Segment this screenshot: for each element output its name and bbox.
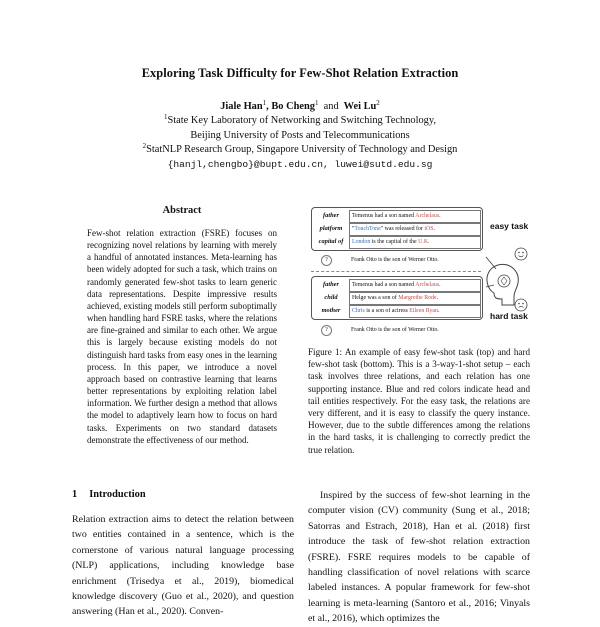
head-entity: Chris bbox=[352, 308, 365, 314]
support-sentence bbox=[349, 305, 481, 318]
affiliation-mark: 1 bbox=[163, 113, 168, 122]
hard-task-support-box bbox=[311, 276, 483, 320]
relation-label: child bbox=[324, 294, 338, 301]
sad-face-icon bbox=[515, 299, 527, 311]
sentence-part: Temenus had a son named bbox=[352, 282, 416, 288]
relation-label: mother bbox=[321, 307, 341, 314]
sentence-part: " bbox=[352, 226, 355, 232]
figure-1 bbox=[308, 207, 530, 340]
question-mark-icon: ? bbox=[321, 325, 332, 336]
head-entity: TouchTone bbox=[354, 226, 381, 232]
question-mark-icon: ? bbox=[321, 255, 332, 266]
section-title: Introduction bbox=[89, 489, 146, 500]
support-sentence bbox=[349, 292, 481, 305]
tail-entity: Eileen Ryan bbox=[409, 308, 438, 314]
support-sentence bbox=[349, 223, 481, 236]
sentence-part: . bbox=[428, 239, 430, 245]
sentence-part: " was released for bbox=[380, 226, 425, 232]
affiliation-line: State Key Laboratory of Networking and Switching Technology, bbox=[167, 115, 436, 127]
hard-task-label: hard task bbox=[490, 311, 528, 321]
relation-label: father bbox=[323, 281, 339, 288]
introduction-text: Relation extraction aims to detect the relation between two entities contained in a sentence, which is the cornerstone of various natural language processing (NLP) applications, including knowledge base enrichment (Trisedya et al., 2019), biomedical knowledge discovery (Guo et al., 2020), and question answering (Han et al., 2020). Conven- bbox=[72, 514, 294, 618]
paper-title: Exploring Task Difficulty for Few-Shot Relation Extraction bbox=[141, 66, 459, 80]
relation-label: capital of bbox=[318, 238, 344, 245]
thinking-head-icon bbox=[487, 264, 518, 305]
author-affiliation-mark: 1 bbox=[262, 99, 267, 107]
introduction-heading bbox=[72, 489, 146, 500]
tail-entity: iOS bbox=[424, 226, 434, 232]
sentence-part: is a son of actress bbox=[364, 308, 410, 314]
affiliation-2 bbox=[0, 143, 600, 157]
sentence-part: . bbox=[439, 213, 441, 219]
affiliation-line: StatNLP Research Group, Singapore University of Technology and Design bbox=[146, 144, 458, 156]
sentence-part: . bbox=[436, 295, 439, 301]
easy-task-support-box bbox=[311, 207, 483, 251]
easy-task-label: easy task bbox=[490, 221, 529, 231]
relation-label: platform bbox=[319, 225, 343, 232]
sentence-part: Helge was a son of bbox=[352, 295, 399, 301]
figure-caption: Figure 1: An example of easy few-shot task (top) and hard few-shot task (bottom). This is a 3-way-1-shot setup – each task involves three relations, and each relation has one supporting instance. Blue and red colors indicate head and tail entities respectively. For the easy task, the relations are very different, and it is easy to classify the query instance. However, due to the subtle differences among the relations in the hard tasks, it is challenging to correctly predict the true relation. bbox=[308, 347, 530, 455]
sentence-part: . bbox=[437, 308, 440, 314]
author-block bbox=[0, 100, 600, 172]
section-number: 1 bbox=[72, 489, 78, 500]
author-emails: {hanjl,chengbo}@bupt.edu.cn, luwei@sutd.edu.sg bbox=[167, 158, 433, 170]
sentence-part: is the capital of the bbox=[370, 239, 419, 245]
author-name: Wei Lu bbox=[343, 101, 377, 112]
easy-query-row bbox=[311, 254, 481, 266]
author-name: Jiale Han bbox=[220, 101, 263, 112]
relation-label: father bbox=[323, 212, 339, 219]
sentence-part: Temenus had a son named bbox=[352, 213, 416, 219]
author-names: Jiale Han$^1$, Bo Cheng$^1$ and Wei Lu$^2$ bbox=[220, 99, 380, 112]
support-sentence bbox=[349, 210, 481, 223]
author-name: Bo Cheng bbox=[271, 101, 315, 112]
sentence-part: . bbox=[439, 282, 441, 288]
sentence-part: . bbox=[433, 226, 436, 232]
abstract-heading: Abstract bbox=[162, 205, 202, 216]
query-sentence: Frank Otto is the son of Werner Otto. bbox=[351, 257, 439, 263]
support-sentence bbox=[349, 236, 481, 249]
tail-entity: U.K bbox=[418, 239, 429, 245]
smile-face-icon bbox=[515, 248, 527, 260]
query-sentence: Frank Otto is the son of Werner Otto. bbox=[351, 327, 439, 333]
tail-entity: Archelaus bbox=[415, 282, 440, 288]
support-sentence bbox=[349, 279, 481, 292]
hard-query-row bbox=[311, 324, 481, 336]
and-word: and bbox=[323, 101, 339, 112]
head-entity: London bbox=[352, 239, 371, 245]
divider bbox=[311, 271, 481, 272]
affiliation-1-line2: Beijing University of Posts and Telecommunications bbox=[190, 129, 410, 141]
tail-entity: Margrethe Rode bbox=[398, 295, 437, 301]
tail-entity: Archelaus bbox=[415, 213, 440, 219]
author-affiliation-mark: 1 bbox=[314, 99, 319, 107]
affiliation-1 bbox=[0, 114, 600, 128]
author-affiliation-mark: 2 bbox=[376, 99, 380, 107]
abstract-text: Few-shot relation extraction (FSRE) focuses on recognizing novel relations by learning with merely a handful of annotated instances. Meta-learning has been widely adopted for such a task, which trains on randomly generated few-shot tasks to learn generic data representations. Despite impressive results achieved, existing models still perform suboptimally when handling hard FSRE tasks, where the relations are fine-grained and similar to each other. We argue this is largely because existing models do not distinguish hard tasks from easy ones in the learning process. In this paper, we introduce a novel approach based on contrastive learning that learns better representations by exploiting relation label information. We further design a method that allows the model to adaptively learn how to focus on hard tasks. Experiments on two standard datasets demonstrate the effectiveness of our method. bbox=[87, 228, 277, 445]
introduction-right-text: Inspired by the success of few-shot learning in the computer vision (CV) community (Sung et al., 2018; Satorras and Estrach, 2018), Han et al. (2018) first introduce the task of few-shot relation extraction (FSRE). FSRE requires models to be capable of handling classification of novel relations with scarce labeled instances. A popular framework for few-shot learning is meta-learning (Santoro et al., 2016; Vinyals et al., 2016), which optimizes the bbox=[308, 490, 530, 625]
affiliation-mark: 2 bbox=[142, 142, 147, 151]
